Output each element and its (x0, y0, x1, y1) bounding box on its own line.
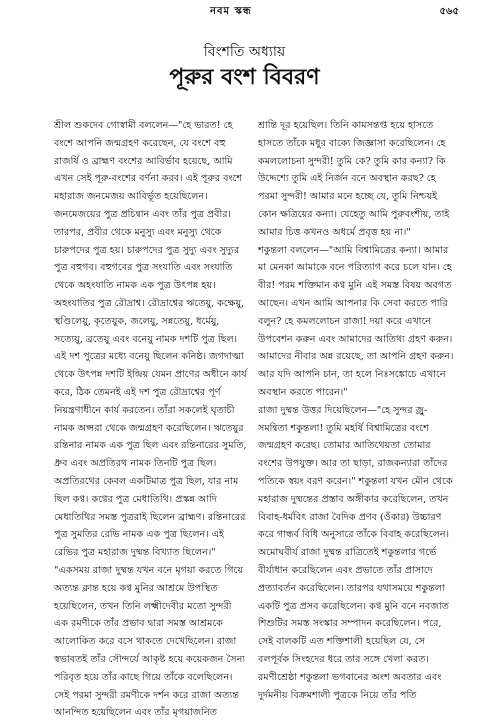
paragraph: "একসময় রাজা দুষ্মন্ত যখন বনে মৃগয়া করতে গিয়ে অত্যন্ত ক্লান্ত হয়ে কণ্ব মুনির আশ্রমে উপস্থিত হয়েছিলেন, তখন তিনি লক্ষ্মীদেবীর মতো সুন্দরী এক রমণীকে তাঁর প্রভাব দ্বারা সমস্ত আশ্রমকে আলোকিত করে বসে থাকতে দেখেছিলেন। রাজা স্বভাবতই তাঁর সৌন্দর্যে আকৃষ্ট হয়ে কয়েকজন সৈন্য পরিবৃত হয়ে তাঁর কাছে গিয়ে তাঁকে বলেছিলেন। সেই পরমা সুন্দরী রমণীকে দর্শন করে রাজা অত্যন্ত আনন্দিত হয়েছিলেন এবং তাঁর মৃগয়াজনিত (54, 564, 246, 719)
chapter-label: বিংশতি অধ্যায় (203, 44, 286, 60)
right-column (258, 117, 454, 704)
paragraph: শ্রীল শুকদেব গোস্বামী বললেন—"হে ভারত! হে বংশে আপনি জন্মগ্রহণ করেছেন, যে বংশে বহু রাজর্ষি ও ব্রাহ্মণ বংশের আবির্ভাব হয়েছে, আমি এখন সেই পূরু-বংশের বর্ণনা করব। এই পূরুর বংশে মহারাজ জনমেজয় আবির্ভূত হয়েছিলেন। জনমেজয়ের পুত্র প্রচিন্বান এবং তাঁর পুত্র প্রবীর। তারপর, প্রবীর থেকে মনুস্যু এবং মনুস্যু থেকে চারুপদের পুত্র হয়। চারুপদের পুত্র সুদ্যু এবং সুদ্যুর পুত্র বহুগব। বহুগবের পুত্র সংযাতি এবং সংযাতি থেকে অহংযাতি নামক এক পুত্র উৎপন্ন হয়। অহংযাতির পুত্র রৌদ্রাশ্ব। রৌদ্রাশ্বের ঋতেয়ু, কক্ষেয়ু, স্থণ্ডিলেয়ু, কৃতেয়ুক, জলেয়ু, সন্নতেয়ু, ধর্মেয়ু, সত্যেয়ু, ব্রতেয়ু এবং বনেয়ু নামক দশটি পুত্র ছিল। এই দশ পুত্রের মধ্যে বনেয়ু ছিলেন কনিষ্ঠ। জগদাত্মা থেকে উৎপন্ন দশটি ইন্দ্রিয় যেমন প্রাণের অধীনে কার্য করে, ঠিক তেমনই এই দশ পুত্র রৌদ্রাশ্বের পূর্ণ নিয়ন্ত্রণাধীনে কার্য করতেন। তাঁরা সকলেই ঘৃতাচী নামক অপ্সরা থেকে জন্মগ্রহণ করেছিলেন। ঋতেয়ুর রন্তিনার নামক এক পুত্র ছিল এবং রন্তিনারের সুমতি, ধ্রুব এবং অপ্রতিরথ নামক তিনটি পুত্র ছিল। অপ্রতিরথের কেবল একটিমাত্র পুত্র ছিল, যার নাম ছিল কণ্ব। কণ্বের পুত্র মেধাতিথি। প্রস্কন্ন আদি মেধাতিথির সমস্ত পুত্ররাই ছিলেন ব্রাহ্মণ। রন্তিনারের পুত্র সুমতির রেভি নামক এক পুত্র ছিলেন। এই রেভির পুত্র মহারাজ দুষ্মন্ত বিখ্যাত ছিলেন।" (54, 120, 247, 559)
paragraph: রাজা দুষ্মন্ত উত্তর দিয়েছিলেন—"হে সুন্দর জ্রু-সমন্বিতা শকুন্তলা! তুমি মহর্ষি বিশ্বামিত্রের বংশে জন্মগ্রহণ করেছ। তোমার আতিথেয়তা তোমার বংশের উপযুক্ত। আর তা ছাড়া, রাজকন্যারা তাঁদের পতিকে স্বয়ং বরণ করেন।" শকুন্তলা যখন মৌন থেকে মহারাজ দুষ্মন্তের প্রস্তাব অঙ্গীকার করেছিলেন, তখন বিবাহ-ধর্মবিৎ রাজা বৈদিক প্রণব (ওঁকার) উচ্চারণ করে গান্ধর্ব বিধি অনুসারে তাঁকে বিবাহ করেছিলেন। অমোঘবীর্য রাজা দুষ্মন্ত রাত্রিতেই শকুন্তলার গর্ভে বীর্যাধান করেছিলেন এবং প্রভাতে তাঁর প্রাসাদে প্রত্যাবর্তন করেছিলেন। তারপর যথাসময়ে শকুন্তলা একটি পুত্র প্রসব করেছিলেন। কণ্ব মুনি বনে নবজাত শিশুটির সমস্ত সংস্কার সম্পাদন করেছিলেন। পরে, সেই বালকটি এত শক্তিশালী হয়েছিল যে, সে বলপূর্বক সিংহদের ধরে তার সঙ্গে খেলা করত। রমণীশ্রেষ্ঠা শকুন্তলা ভগবানের অংশ অবতার এবং দুর্দমনীয় বিক্রমশালী পুত্রকে নিয়ে তাঁর পতি (258, 404, 453, 701)
left-column (54, 117, 248, 722)
running-header: নবম স্কন্ধ (210, 6, 252, 17)
paragraph: শকুন্তলা বললেন—"আমি বিশ্বামিত্রের কন্যা। আমার মা মেনকা আমাকে বনে পরিত্যাগ করে চলে যান। হে বীর! পরম শক্তিমান কণ্ব মুনি এই সমস্ত বিষয় অবগত আছেন। এখন আমি আপনার কি সেবা করতে পারি বলুন? হে কমললোচন রাজা! দয়া করে এখানে উপবেশন করুন এবং আমাদের আতিথ্য গ্রহণ করুন। আমাদের নীবার অন্ন রয়েছে, তা আপনি গ্রহণ করুন। আর যদি আপনি চান, তা হলে নিঃসঙ্কোচে এখানে অবস্থান করতে পারেন।" (258, 244, 454, 398)
page-number: ৫৬৫ (439, 6, 459, 17)
chapter-title: পূরুর বংশ বিবরণ (169, 64, 320, 90)
paragraph: শ্রান্তি দূর হয়েছিল। তিনি কামসন্তপ্ত হয়ে হাসতে হাসতে তাঁকে মধুর বাক্যে জিজ্ঞাসা করেছিলেন। হে কমললোচনা সুন্দরী! তুমি কে? তুমি কার কন্যা? কি উদ্দেশ্যে তুমি এই নির্জন বনে অবস্থান করছ? হে পরমা সুন্দরী! আমার মনে হচ্ছে যে, তুমি নিশ্চয়ই কোন ক্ষত্রিয়ের কন্যা। যেহেতু আমি পুরুবংশীয়, তাই আমার চিত্ত কখনও অধর্মে প্রবৃত্ত হয় না।" (258, 120, 450, 238)
